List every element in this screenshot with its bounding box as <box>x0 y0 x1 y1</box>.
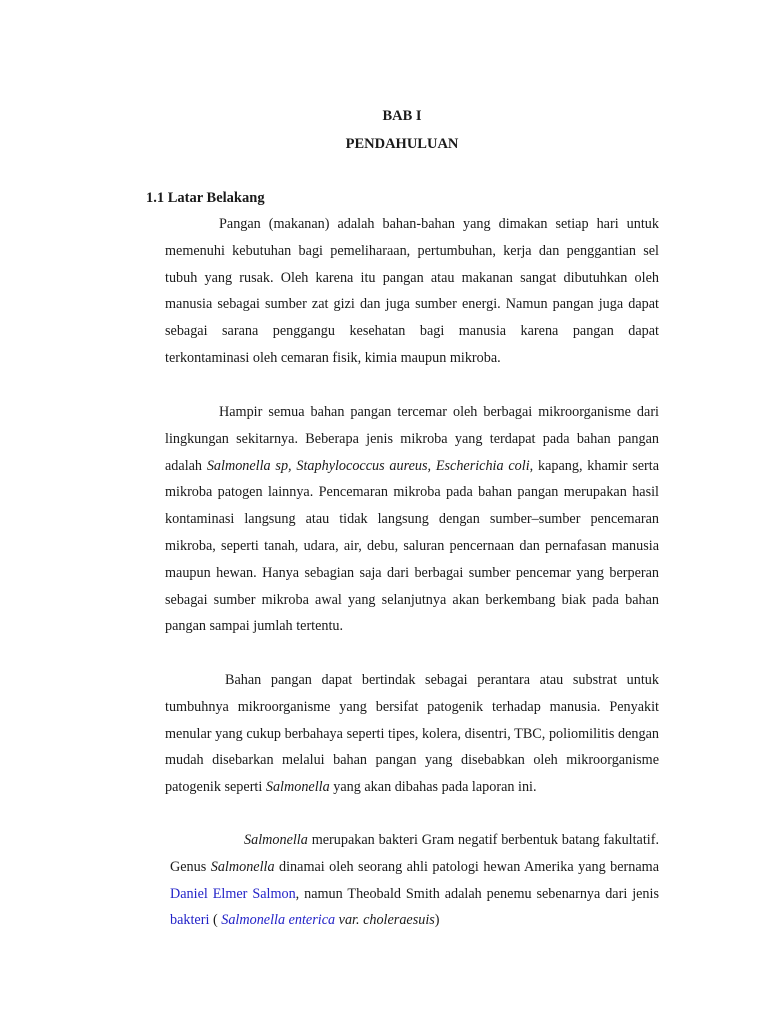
paragraph-4-text-d: ( <box>209 912 222 929</box>
chapter-title: PENDAHULUAN <box>345 136 459 152</box>
paragraph-3 <box>165 667 659 801</box>
paragraph-3-text-a: Bahan pangan dapat bertindak sebagai perantara atau substrat untuk tumbuhnya mikroorganisme yang bersifat patogenik terhadap manusia. Penyakit menular yang cukup berbahaya seperti tipes, kolera, disentri, TBC, poliomilitis dengan mudah disebarkan melalui bahan pangan yang disebabkan oleh mikroorganisme patogenik seperti <box>165 672 659 796</box>
link-salmonella-enterica[interactable]: Salmonella enterica <box>221 912 336 929</box>
paragraph-4-text-b: dinamai oleh seorang ahli patologi hewan Amerika yang bernama <box>274 858 659 875</box>
paragraph-2-text-a: Hampir semua bahan pangan tercemar oleh berbagai mikroorganisme dari lingkungan sekitarnya. Beberapa jenis mikroba yang terdapat pada bahan pangan adalah <box>165 404 659 474</box>
paragraph-2-text-b: , kapang, khamir serta mikroba patogen lainnya. Pencemaran mikroba pada bahan pangan merupakan hasil kontaminasi langsung atau tidak langsung dengan sumber–sumber pencemaran mikroba, seperti tanah, udara, air, debu, saluran pencernaan dan pernafasan manusia maupun hewan. Hanya sebagian saja dari berbagai sumber pencemar yang berperan sebagai sumber mikroba awal yang selanjutnya akan berkembang biak pada bahan pangan sampai jumlah tertentu. <box>165 457 660 635</box>
species-name: Salmonella <box>265 779 330 796</box>
link-daniel-elmer-salmon[interactable]: Daniel Elmer Salmon <box>170 885 296 902</box>
chapter-number: BAB I <box>382 108 422 124</box>
species-name: Staphylococcus aureus, <box>296 457 432 474</box>
section-heading: 1.1 Latar Belakang <box>146 190 265 206</box>
paragraph-1-text: Pangan (makanan) adalah bahan-bahan yang dimakan setiap hari untuk memenuhi kebutuhan bagi pemeliharaan, pertumbuhan, kerja dan penggantian sel tubuh yang rusak. Oleh karena itu pangan atau makanan sangat dibutuhkan oleh manusia sebagai sumber zat gizi dan juga sumber energi. Namun pangan juga dapat sebagai sarana penggangu kesehatan bagi manusia karena pangan dapat terkontaminasi oleh cemaran fisik, kimia maupun mikroba. <box>165 216 659 366</box>
paragraph-4-text-a: merupakan bakteri Gram negatif berbentuk batang fakultatif. Genus <box>170 832 659 875</box>
paragraph-4-text-f: ) <box>434 912 440 929</box>
species-variety: var. choleraesuis <box>338 912 435 929</box>
paragraph-3-text-b: yang akan dibahas pada laporan ini. <box>329 779 537 796</box>
paragraph-4-text-c: , namun Theobald Smith adalah penemu sebenarnya dari jenis <box>295 885 659 902</box>
paragraph-1 <box>165 211 659 372</box>
species-name: Salmonella <box>210 858 275 875</box>
species-name: Salmonella <box>244 832 308 848</box>
species-name: Salmonella sp, <box>206 457 292 474</box>
link-bakteri[interactable]: bakteri <box>170 912 210 929</box>
species-name: Escherichia coli <box>435 457 530 474</box>
paragraph-2 <box>165 399 659 640</box>
paragraph-4 <box>170 827 659 934</box>
